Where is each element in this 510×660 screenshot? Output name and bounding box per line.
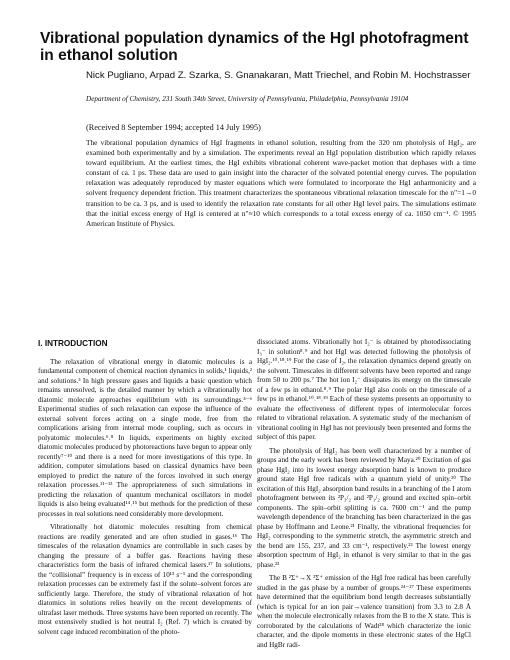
body-paragraph: Vibrationally hot diatomic molecules resulting from chemical reactions are readily generated and are often studied in gases.¹⁶ The timescales of the relaxation dynamics are controllable in such cases by changing the pressure of a buffer gas. Reactions having these characteristics form the basis of infrared chemical lasers.¹⁷ In solutions, the “collisional” frequency is in excess of 10¹³ s⁻¹ and the corresponding relaxation processes can be extremely fast if the solute–solvent forces are sufficiently large. Therefore, the study of vibrational relaxation of hot diatomics in solutions relies heavily on the recent developments of ultrafast laser methods. Three systems have been reported on recently. The most extensively studied is hot neutral I₂ (Ref. 7) which is created by solvent cage induced recombination of the photo- <box>38 523 252 636</box>
paper-title: Vibrational population dynamics of the HgI photofragment in ethanol solution <box>40 30 469 64</box>
body-paragraph: dissociated atoms. Vibrationally hot I₂⁻ is obtained by photodissociating I₃⁻ in solution⁸˒⁹ and hot HgI was detected following the photolysis of HgI₂.¹⁰˒¹⁸˒¹⁹ For the case of I₂, the relaxation dynamics depend greatly on the solvent. Timescales in different solvents have been reported and range from 50 to 200 ps.⁷ The hot ion I₂⁻ dissipates its energy on the timescale of a few ps in ethanol.⁸˒⁹ The polar HgI also cools on the timescale of a few ps in ethanol.¹⁰˒¹⁸˒¹⁹ Each of these systems presents an opportunity to evaluate the effectiveness of different types of intermolecular forces related to vibrational relaxation. A systematic study of the mechanism of vibrational cooling in HgI has not previously been presented and forms the subject of this paper. <box>257 338 471 441</box>
author-list: Nick Pugliano, Arpad Z. Szarka, S. Gnanakaran, Matt Triechel, and Robin M. Hochstrasser <box>86 70 471 81</box>
left-column <box>38 339 252 641</box>
body-paragraph: The B ²Σ⁺→X ²Σ⁺ emission of the HgI free radical has been carefully studied in the gas phase by a number of groups.²⁴⁻²⁷ These experiments have determined that the equilibrium bond length decreases substantially (which is typical for an ion pair→valence transition) from 3.3 to 2.8 Å when the molecule electronically relaxes from the B to the X state. This is corroborated by the calculations of Wadt²⁸ which characterize the ionic character, and the dipole moments in these electronic states of the HgCl and HgBr radi- <box>257 574 471 649</box>
body-paragraph: The relaxation of vibrational energy in diatomic molecules is a fundamental component of chemical reaction dynamics in solids,¹ liquids,² and solutions.³ In high pressure gases and liquids a basic question which remains unresolved, is the detailed manner by which a vibrationally hot diatomic molecule approaches equilibrium with its surroundings.⁴⁻⁶ Experimental studies of such relaxation can expose the influence of the external solvent forces acting on a single mode, free from the complications arising from internal mode coupling, such as occurs in polyatomic molecules.⁶˒⁸ In liquids, experiments on highly excited diatomic molecules produced by photoreactions have begun to appear only recently⁷⁻¹⁰ and there is a need for more investigations of this type. In addition, computer simulations based on classical dynamics have been employed to predict the nature of the forces involved in such energy relaxation processes.¹¹⁻¹³ The appropriateness of such simulations in predicting the relaxation of quantum mechanical oscillators in model liquids is also being evaluated¹⁴˒¹⁵ but methods for the prediction of these processes in real solutions need considerably more development. <box>38 357 252 518</box>
received-dates: (Received 8 September 1994; accepted 14 July 1995) <box>86 123 261 132</box>
section-heading: I. INTRODUCTION <box>38 339 108 348</box>
body-paragraph: The photolysis of HgI₂ has been well characterized by a number of groups and the early work has been reviewed by Maya.²⁰ Excitation of gas phase HgI₂ into its lowest energy absorption band is known to produce ground state HgI free radicals with a quantum yield of unity.²⁰ The excitation of this HgI₂ absorption band results in a branching of the I atom photofragment between its ²P₃/₂ and ²P₁/₂ ground and excited spin–orbit components. The spin–orbit splitting is ca. 7600 cm⁻¹ and the pump wavelength dependence of the branching has been characterized in the gas phase by Hoffmann and Leone.²¹ Finally, the vibrational frequencies for HgI₂ corresponding to the symmetric stretch, the asymmetric stretch and the bend are 155, 237, and 33 cm⁻¹, respectively.²² The lowest energy absorption spectrum of HgI₂ in ethanol is very similar to that in the gas phase.²³ <box>257 446 471 569</box>
abstract: The vibrational population dynamics of HgI fragments in ethanol solution, resulting from the 320 nm photolysis of HgI₂, are examined both experimentally and by a simulation. The experiments reveal an HgI population distribution which rapidly relaxes toward equilibrium. At the earliest times, the HgI exhibits vibrational coherent wave-packet motion that dephases with a time constant of ca. 1 ps. These data are used to gain insight into the character of the solvated potential energy curves. The population relaxation was adequately reproduced by master equations which were formulated to incorporate the HgI anharmonicity and a solvent frequency dependent friction. This treatment characterizes the spontaneous vibrational relaxation timescale for the n″=1→0 transition to be ca. 3 ps, and is used to identify the relaxation rate constants for all other HgI level pairs. The simulations estimate that the initial excess energy of HgI is centered at n″≈10 which corresponds to a total excess energy of ca. 1050 cm⁻¹. © 1995 American Institute of Physics. <box>86 138 476 228</box>
right-column <box>257 338 471 654</box>
author-affiliation: Department of Chemistry, 231 South 34th Street, University of Pennsylvania, Philadelphia, Pennsylvania 19104 <box>86 95 409 103</box>
